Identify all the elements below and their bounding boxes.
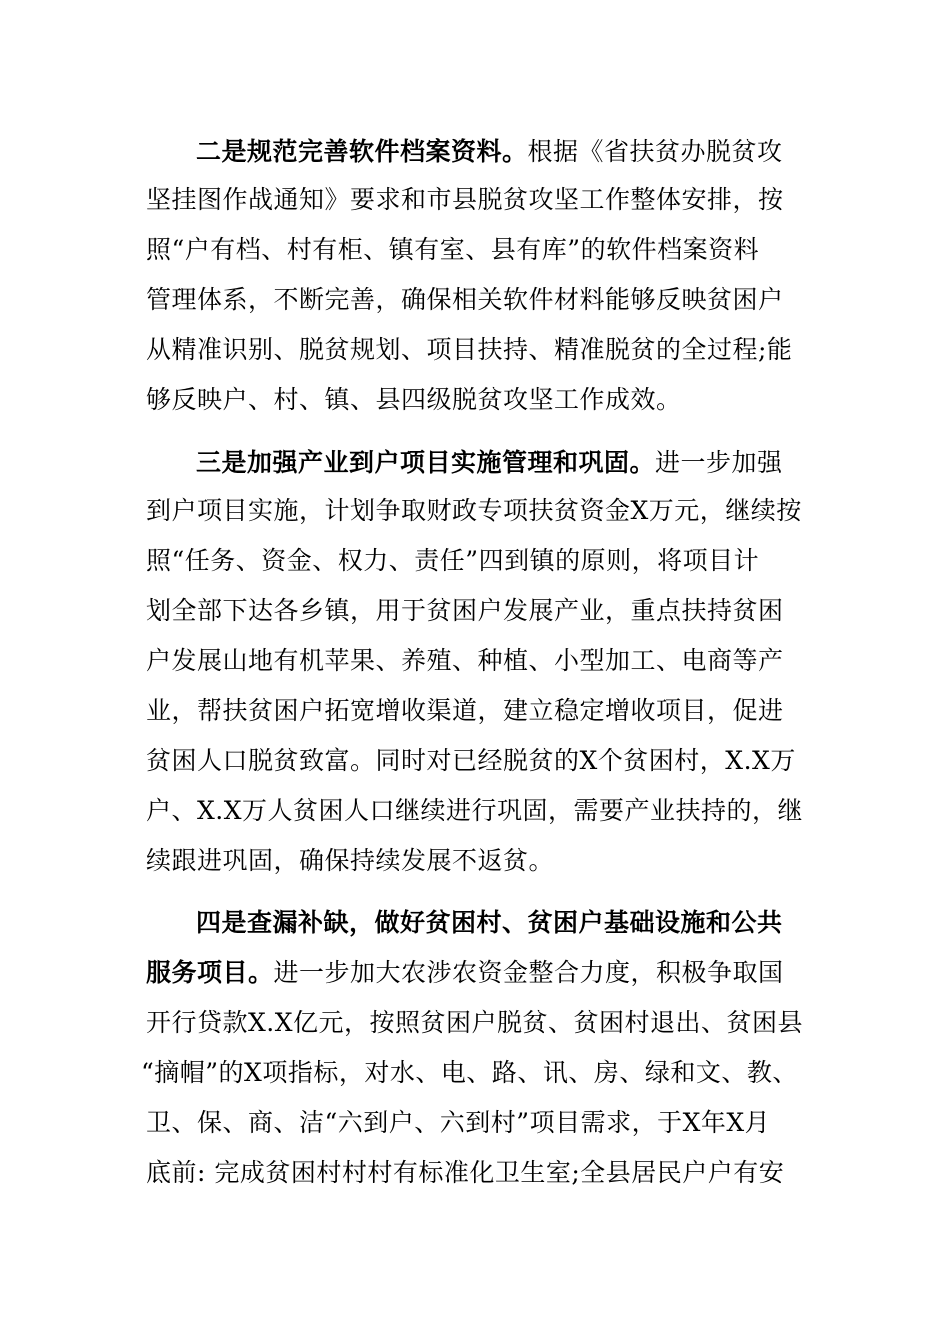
paragraph-2-heading: 三是加强产业到户项目实施管理和巩固。 <box>196 448 656 477</box>
paragraph-1-line-2: 坚挂图作战通知》要求和市县脱贫攻坚工作整体安排，按 <box>146 185 784 214</box>
paragraph-2-line-6: 业，帮扶贫困户拓宽增收渠道，建立稳定增收项目，促进 <box>146 696 784 725</box>
paragraph-1-line-6: 够反映户、村、镇、县四级脱贫攻坚工作成效。 <box>146 385 682 414</box>
paragraph-2-line-9: 续跟进巩固，确保持续发展不返贫。 <box>146 846 555 875</box>
paragraph-1-line-3: 照“户有档、村有柜、镇有室、县有库”的软件档案资料 <box>146 235 760 264</box>
paragraph-1-line-1 <box>196 135 896 169</box>
paragraph-3-line-1 <box>196 906 896 940</box>
paragraph-1-text: 根据《省扶贫办脱贫攻 <box>527 137 783 166</box>
paragraph-3-line-4: “摘帽”的X项指标，对水、电、路、讯、房、绿和文、教、 <box>141 1058 798 1087</box>
paragraph-3-line-6: 底前: 完成贫困村村村有标准化卫生室;全县居民户户有安 <box>146 1158 785 1187</box>
paragraph-3-text-2: 进一步加大农涉农资金整合力度，积极争取国 <box>273 958 784 987</box>
paragraph-2-line-3: 照“任务、资金、权力、责任”四到镇的原则，将项目计 <box>146 546 760 575</box>
paragraph-3-line-3: 开行贷款X.X亿元，按照贫困户脱贫、贫困村退出、贫困县 <box>146 1008 804 1037</box>
paragraph-3-heading: 四是查漏补缺，做好贫困村、贫困户基础设施和公共 <box>196 908 783 937</box>
paragraph-3-line-5: 卫、保、商、洁“六到户、六到村”项目需求，于X年X月 <box>146 1108 771 1137</box>
paragraph-2-text: 进一步加强 <box>655 448 783 477</box>
paragraph-2-line-5: 户发展山地有机苹果、养殖、种植、小型加工、电商等产 <box>146 646 784 675</box>
paragraph-1-line-5: 从精准识别、脱贫规划、项目扶持、精准脱贫的全过程;能 <box>146 335 793 364</box>
paragraph-2-line-7: 贫困人口脱贫致富。同时对已经脱贫的X个贫困村，X.X万 <box>146 746 796 775</box>
paragraph-1-heading: 二是规范完善软件档案资料。 <box>196 137 528 166</box>
paragraph-1-line-4: 管理体系，不断完善，确保相关软件材料能够反映贫困户 <box>146 285 784 314</box>
paragraph-2-line-2: 到户项目实施，计划争取财政专项扶贫资金X万元，继续按 <box>146 496 802 525</box>
paragraph-2-line-8: 户、X.X万人贫困人口继续进行巩固，需要产业扶持的，继 <box>146 796 804 825</box>
paragraph-2-line-4: 划全部下达各乡镇，用于贫困户发展产业，重点扶持贫困 <box>146 596 784 625</box>
paragraph-3-line-2 <box>146 956 846 990</box>
paragraph-2-line-1 <box>196 446 896 480</box>
paragraph-3-heading-cont: 服务项目。 <box>146 958 274 987</box>
